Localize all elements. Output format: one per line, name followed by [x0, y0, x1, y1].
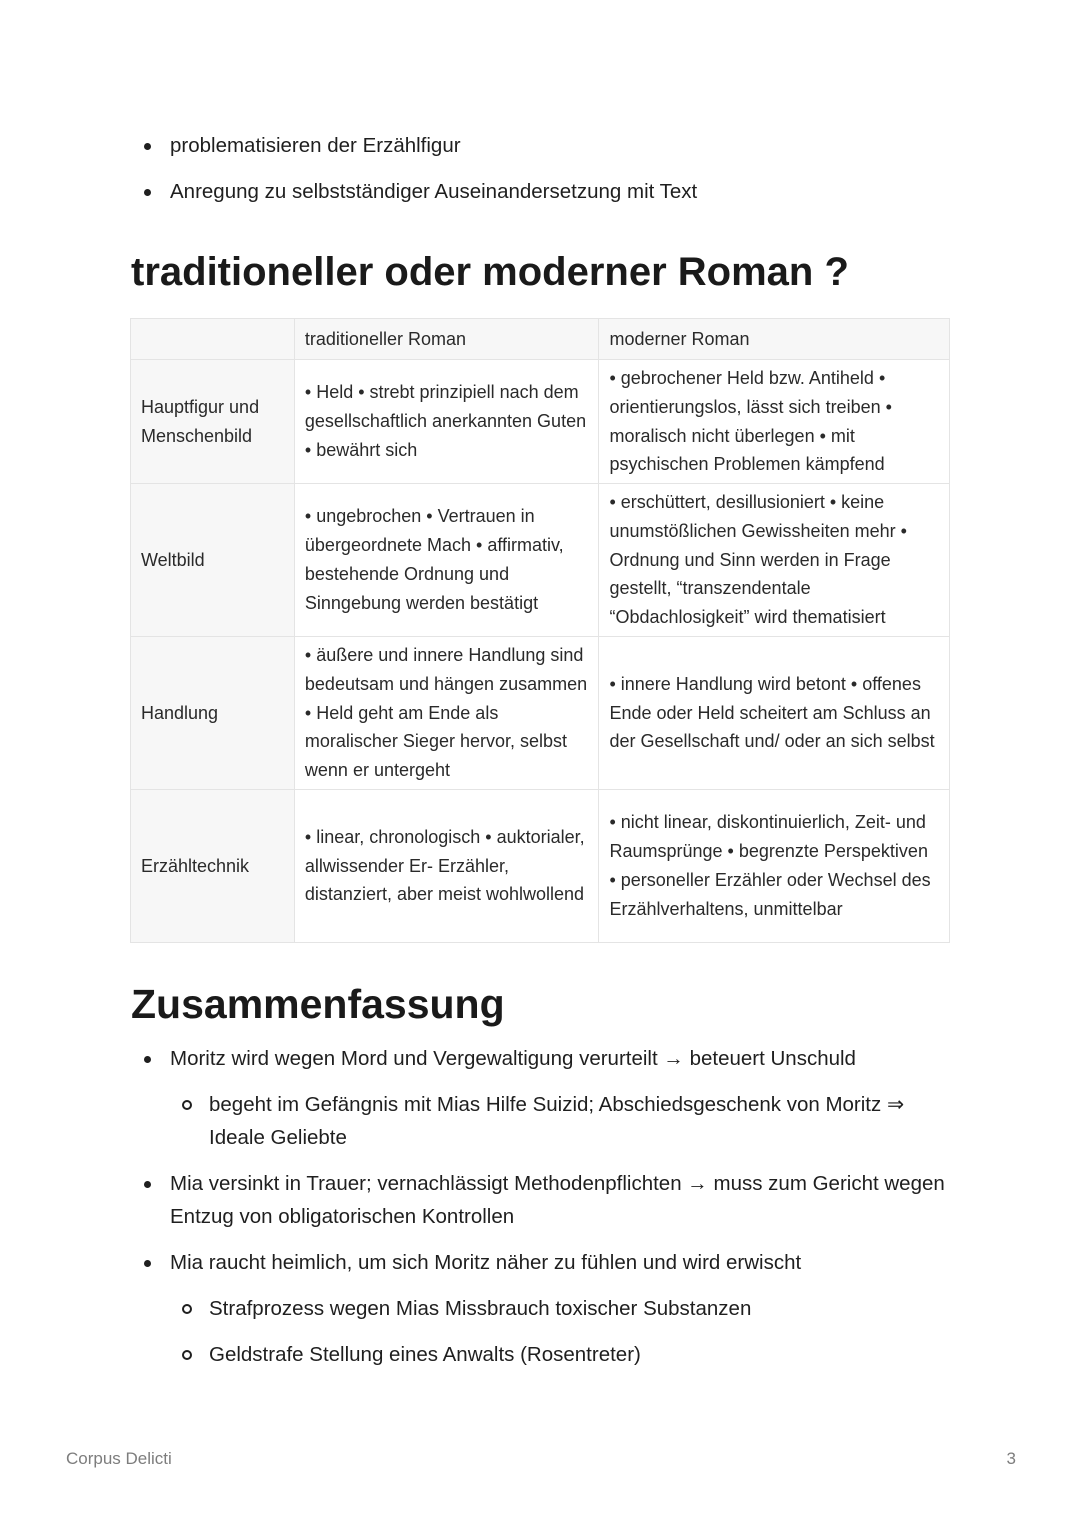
table-header-cell: [131, 319, 295, 360]
intro-bullet-item: problematisieren der Erzählfigur: [130, 129, 960, 162]
traditional-cell: • ungebrochen • Vertrauen in übergeordnete Mach • affirmativ, bestehende Ordnung und Sinngebung werden bestätigt: [294, 484, 599, 637]
row-label-cell: Weltbild: [131, 484, 295, 637]
summary-sub-bullet-item: begeht im Gefängnis mit Mias Hilfe Suizid; Abschiedsgeschenk von Moritz ⇒ Ideale Geliebte: [130, 1088, 960, 1154]
traditional-cell: • äußere und innere Handlung sind bedeutsam und hängen zusammen • Held geht am Ende als moralischer Sieger hervor, selbst wenn er untergeht: [294, 637, 599, 790]
table-row: [131, 637, 950, 790]
row-label-cell: Handlung: [131, 637, 295, 790]
summary-sub-bullet-item: Geldstrafe Stellung eines Anwalts (Rosentreter): [130, 1338, 960, 1371]
modern-cell: • innere Handlung wird betont • offenes Ende oder Held scheitert am Schluss an der Gesellschaft und/ oder an sich selbst: [599, 637, 950, 790]
summary-bullet-item: Mia versinkt in Trauer; vernachlässigt Methodenpflichten → muss zum Gericht wegen Entzug von obligatorischen Kontrollen: [130, 1167, 960, 1233]
intro-bullet-list: [130, 129, 960, 221]
summary-sub-bullet-item: Strafprozess wegen Mias Missbrauch toxischer Substanzen: [130, 1292, 960, 1325]
traditional-cell: • Held • strebt prinzipiell nach dem gesellschaftlich anerkannten Guten • bewährt sich: [294, 360, 599, 484]
table-header-row: [131, 319, 950, 360]
modern-cell: • nicht linear, diskontinuierlich, Zeit- und Raumsprünge • begrenzte Perspektiven • personeller Erzähler oder Wechsel des Erzählverhaltens, unmittelbar: [599, 790, 950, 943]
section-heading-summary: Zusammenfassung: [131, 981, 505, 1027]
summary-bullet-list: [130, 1042, 960, 1384]
table-row: [131, 484, 950, 637]
table-row: [131, 790, 950, 943]
table-row: [131, 360, 950, 484]
row-label-cell: Hauptfigur und Menschenbild: [131, 360, 295, 484]
traditional-cell: • linear, chronologisch • auktorialer, allwissender Er- Erzähler, distanziert, aber meist wohlwollend: [294, 790, 599, 943]
summary-bullet-item: Mia raucht heimlich, um sich Moritz näher zu fühlen und wird erwischt: [130, 1246, 960, 1279]
modern-cell: • gebrochener Held bzw. Antiheld • orientierungslos, lässt sich treiben • moralisch nicht überlegen • mit psychischen Problemen kämpfend: [599, 360, 950, 484]
intro-bullet-item: Anregung zu selbstständiger Auseinandersetzung mit Text: [130, 175, 960, 208]
modern-cell: • erschüttert, desillusioniert • keine unumstößlichen Gewissheiten mehr • Ordnung und Sinn werden in Frage gestellt, “transzendentale “Obdachlosigkeit” wird thematisiert: [599, 484, 950, 637]
comparison-table: [130, 318, 950, 943]
section-heading-roman: traditioneller oder moderner Roman ?: [131, 250, 849, 294]
table-header-cell: moderner Roman: [599, 319, 950, 360]
footer-page-number: 3: [1006, 1449, 1016, 1468]
footer-document-title: Corpus Delicti: [66, 1449, 172, 1468]
table-header-cell: traditioneller Roman: [294, 319, 599, 360]
row-label-cell: Erzähltechnik: [131, 790, 295, 943]
summary-bullet-item: Moritz wird wegen Mord und Vergewaltigung verurteilt → beteuert Unschuld: [130, 1042, 960, 1075]
